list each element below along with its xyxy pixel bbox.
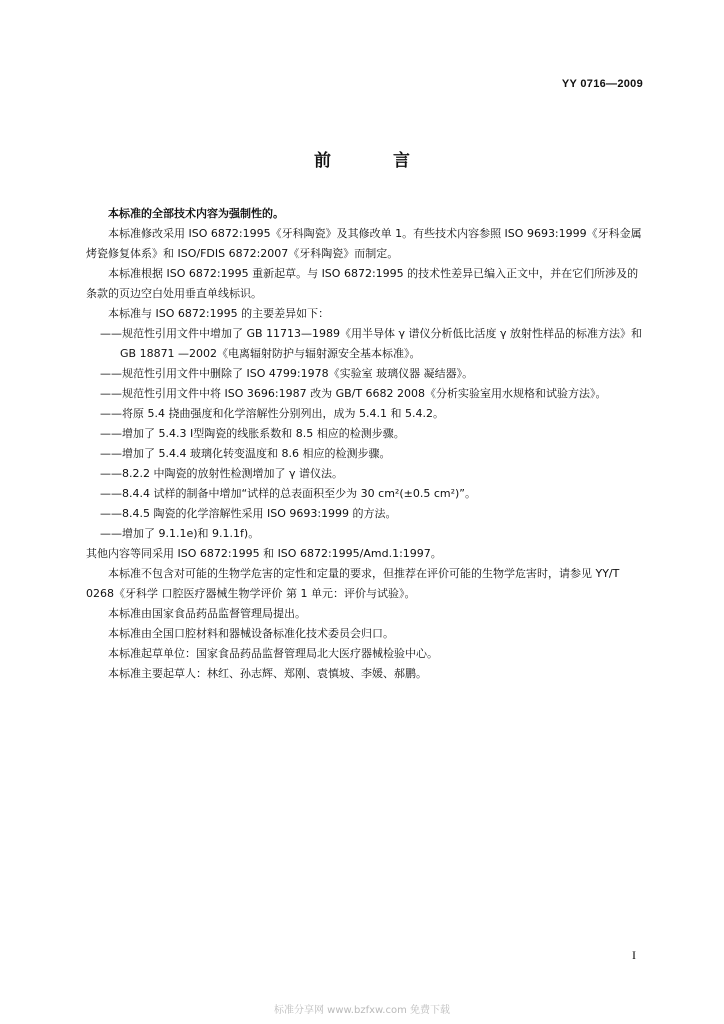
page-number: I <box>632 948 636 962</box>
other-content-paragraph: 其他内容等同采用 ISO 6872:1995 和 ISO 6872:1995/Amd.1:1997。 <box>86 547 442 560</box>
foreword-body <box>86 204 646 684</box>
adoption-paragraph: 本标准修改采用 ISO 6872:1995《牙科陶瓷》及其修改单 1。有些技术内容参照 ISO 9693:1999《牙科金属烤瓷修复体系》和 ISO/FDIS 6872:2007《牙科陶瓷》而制定。 <box>86 227 642 260</box>
difference-item: ——8.2.2 中陶瓷的放射性检测增加了 γ 谱仪法。 <box>100 467 343 480</box>
differences-intro: 本标准与 ISO 6872:1995 的主要差异如下： <box>108 307 330 320</box>
standard-code: YY 0716—2009 <box>561 78 643 90</box>
committee-paragraph: 本标准由全国口腔材料和器械设备标准化技术委员会归口。 <box>108 627 394 640</box>
difference-item: ——规范性引用文件中增加了 GB 11713—1989《用半导体 γ 谱仪分析低比活度 γ 放射性样品的标准方法》和 GB 18871 —2002《电离辐射防护与辐射源安全基本标准》。 <box>100 327 643 360</box>
difference-item: ——规范性引用文件中将 ISO 3696:1987 改为 GB/T 6682 2008《分析实验室用水规格和试验方法》。 <box>100 387 607 400</box>
drafting-paragraph: 本标准根据 ISO 6872:1995 重新起草。与 ISO 6872:1995 的技术性差异已编入正文中，并在它们所涉及的条款的页边空白处用垂直单线标识。 <box>86 267 639 300</box>
difference-item: ——8.4.4 试样的制备中增加“试样的总表面积至少为 30 cm²(±0.5 cm²)”。 <box>100 487 477 500</box>
difference-item: ——8.4.5 陶瓷的化学溶解性采用 ISO 9693:1999 的方法。 <box>100 507 397 520</box>
footer-watermark: 标准分享网 www.bzfxw.com 免费下载 <box>274 1005 450 1016</box>
mandatory-statement: 本标准的全部技术内容为强制性的。 <box>108 207 284 220</box>
difference-item: ——增加了 5.4.3 Ⅰ型陶瓷的线胀系数和 8.5 相应的检测步骤。 <box>100 427 405 440</box>
difference-item: ——规范性引用文件中删除了 ISO 4799:1978《实验室 玻璃仪器 凝结器》。 <box>100 367 474 380</box>
difference-item: ——增加了 9.1.1e)和 9.1.1f)。 <box>100 527 260 540</box>
drafters-paragraph: 本标准主要起草人：林红、孙志辉、郑刚、袁慎坡、李媛、郝鹏。 <box>108 667 427 680</box>
difference-item: ——增加了 5.4.4 玻璃化转变温度和 8.6 相应的检测步骤。 <box>100 447 391 460</box>
biological-hazard-paragraph: 本标准不包含对可能的生物学危害的定性和定量的要求，但推荐在评价可能的生物学危害时，请参见 YY/T 0268《牙科学 口腔医疗器械生物学评价 第 1 单元：评价与试验》。 <box>86 567 620 600</box>
proposer-paragraph: 本标准由国家食品药品监督管理局提出。 <box>108 607 306 620</box>
page-title: 前 言 <box>314 151 438 171</box>
difference-item: ——将原 5.4 挠曲强度和化学溶解性分别列出，成为 5.4.1 和 5.4.2。 <box>100 407 444 420</box>
drafting-unit-paragraph: 本标准起草单位：国家食品药品监督管理局北大医疗器械检验中心。 <box>108 647 438 660</box>
